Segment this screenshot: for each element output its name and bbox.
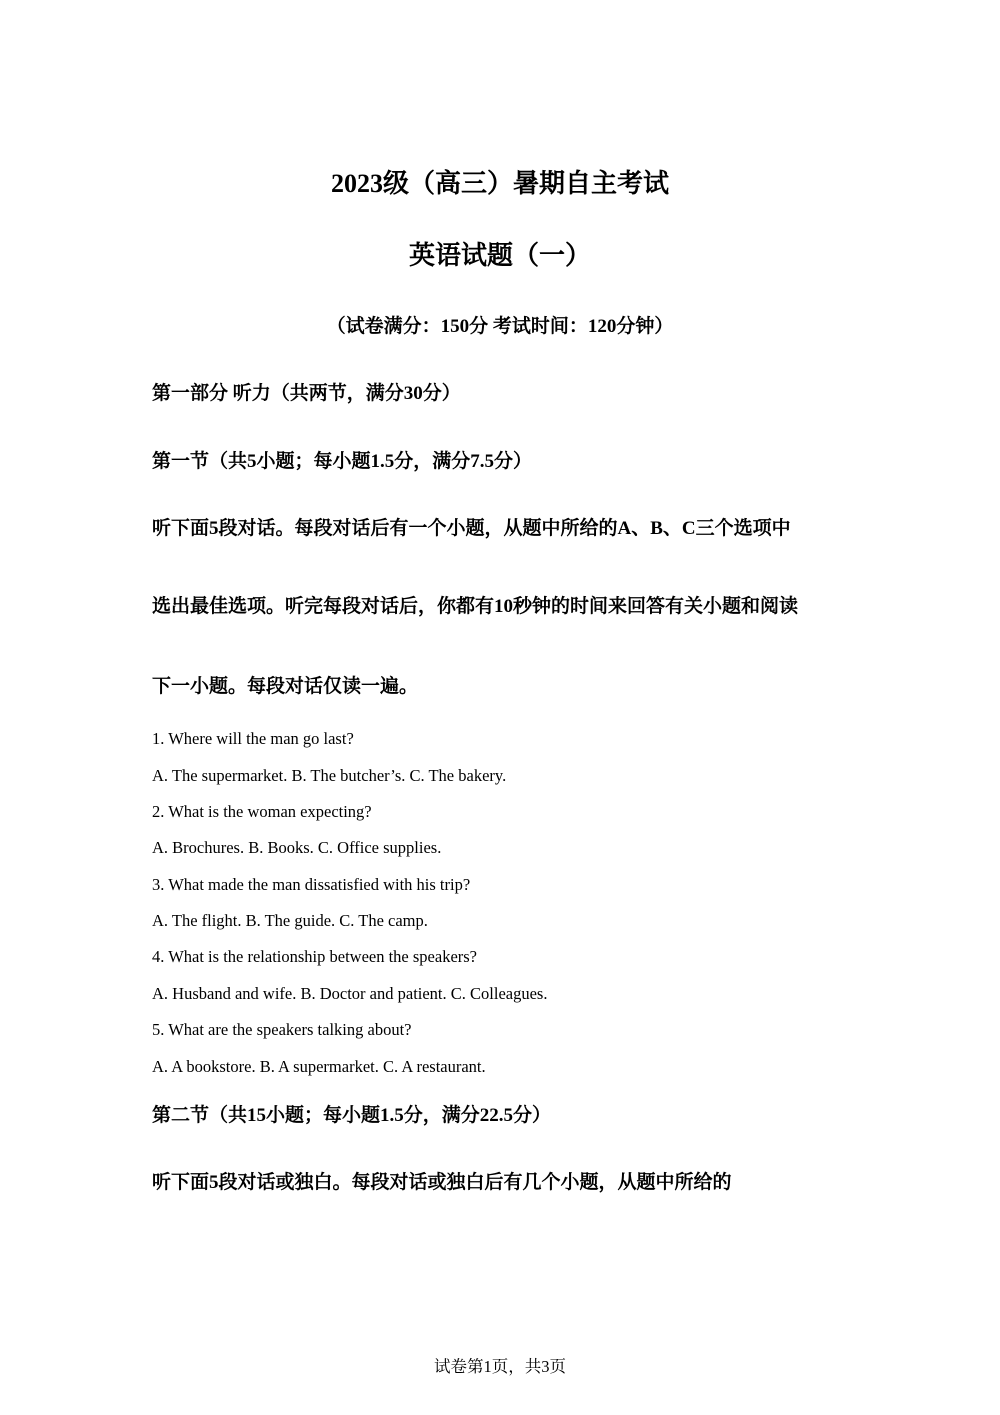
question-5-options: A. A bookstore. B. A supermarket. C. A restaurant. (152, 1057, 486, 1076)
section1-instruction-line: 选出最佳选项。听完每段对话后，你都有10秒钟的时间来回答有关小题和阅读 (152, 596, 799, 617)
section2-instruction-line: 听下面5段对话或独白。每段对话或独白后有几个小题，从题中所给的 (152, 1172, 732, 1193)
question-2: 2. What is the woman expecting? (152, 802, 372, 821)
section1-instruction-line: 听下面5段对话。每段对话后有一个小题，从题中所给的A、B、C三个选项中 (152, 518, 791, 539)
question-2-options: A. Brochures. B. Books. C. Office supplies. (152, 838, 442, 857)
question-3: 3. What made the man dissatisfied with his trip? (152, 875, 471, 894)
question-5: 5. What are the speakers talking about? (152, 1020, 412, 1039)
question-1-options: A. The supermarket. B. The butcher’s. C. The bakery. (152, 766, 507, 785)
section1-instruction-line: 下一小题。每段对话仅读一遍。 (152, 676, 419, 697)
question-1: 1. Where will the man go last? (152, 729, 354, 748)
section1-heading: 第一节（共5小题；每小题1.5分，满分7.5分） (152, 451, 533, 472)
question-4-options: A. Husband and wife. B. Doctor and patient. C. Colleagues. (152, 984, 548, 1003)
question-4: 4. What is the relationship between the speakers? (152, 947, 478, 966)
exam-title: 2023级（高三）暑期自主考试 (330, 169, 669, 198)
section2-heading: 第二节（共15小题；每小题1.5分，满分22.5分） (152, 1105, 552, 1126)
question-3-options: A. The flight. B. The guide. C. The camp. (152, 911, 428, 930)
exam-info: （试卷满分：150分 考试时间：120分钟） (326, 316, 674, 337)
part1-heading: 第一部分 听力（共两节，满分30分） (152, 383, 461, 404)
page-footer: 试卷第1页，共3页 (434, 1357, 566, 1376)
exam-subject: 英语试题（一） (408, 241, 591, 270)
